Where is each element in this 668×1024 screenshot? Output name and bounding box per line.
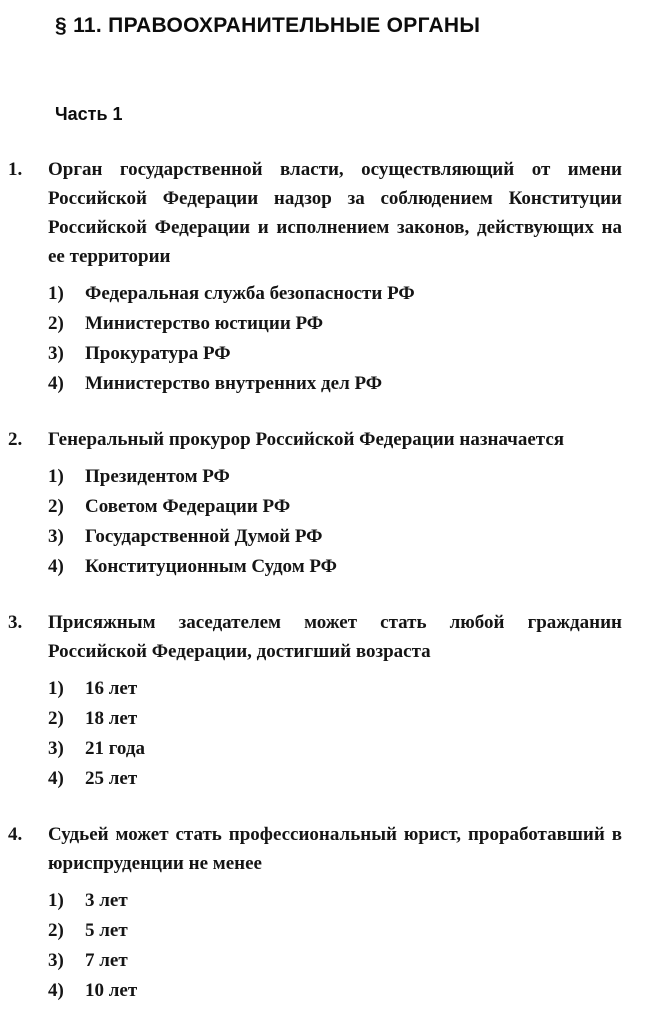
option-list (48, 674, 622, 794)
answer-option (48, 309, 622, 339)
option-text: Федеральная служба безопасности РФ (85, 283, 415, 304)
option-number: 1) (48, 678, 64, 699)
option-number: 4) (48, 373, 64, 394)
option-text: Министерство внутренних дел РФ (85, 373, 383, 394)
option-number: 3) (48, 738, 64, 759)
option-number: 2) (48, 496, 64, 517)
option-text: 25 лет (85, 768, 138, 789)
answer-option (48, 674, 622, 704)
question-block (8, 155, 622, 399)
option-number: 3) (48, 526, 64, 547)
question-text: Судьей может стать профессиональный юрист, проработавший в юриспруденции не менее (48, 824, 622, 874)
question-row (8, 425, 622, 454)
option-list (48, 462, 622, 582)
option-text: Министерство юстиции РФ (85, 313, 324, 334)
option-text: 7 лет (85, 950, 128, 971)
option-list (48, 279, 622, 399)
question-list (8, 155, 622, 1006)
question-text: Орган государственной власти, осуществляющий от имени Российской Федерации надзор за соблюдением Конституции Российской Федерации и исполнением законов, действующих на ее территории (48, 159, 622, 267)
option-text: 3 лет (85, 890, 128, 911)
option-text: Президентом РФ (85, 466, 230, 487)
option-number: 4) (48, 768, 64, 789)
answer-option (48, 704, 622, 734)
question-text: Присяжным заседателем может стать любой гражданин Российской Федерации, достигший возраста (48, 612, 622, 662)
option-text: 21 года (85, 738, 145, 759)
option-text: 10 лет (85, 980, 138, 1001)
question-text: Генеральный прокурор Российской Федерации назначается (48, 429, 565, 450)
option-text: Конституционным Судом РФ (85, 556, 337, 577)
answer-option (48, 552, 622, 582)
option-text: Прокуратура РФ (85, 343, 231, 364)
answer-option (48, 764, 622, 794)
option-number: 2) (48, 920, 64, 941)
option-number: 1) (48, 890, 64, 911)
answer-option (48, 339, 622, 369)
answer-option (48, 522, 622, 552)
page-title: § 11. ПРАВООХРАНИТЕЛЬНЫЕ ОРГАНЫ (55, 14, 481, 37)
option-number: 4) (48, 980, 64, 1001)
answer-option (48, 492, 622, 522)
option-number: 3) (48, 343, 64, 364)
question-number: 2. (8, 429, 23, 450)
option-text: Советом Федерации РФ (85, 496, 291, 517)
answer-option (48, 946, 622, 976)
option-text: 18 лет (85, 708, 138, 729)
question-row (8, 608, 622, 666)
answer-option (48, 734, 622, 764)
option-text: 16 лет (85, 678, 138, 699)
answer-option (48, 369, 622, 399)
option-number: 2) (48, 708, 64, 729)
option-number: 1) (48, 283, 64, 304)
question-block (8, 608, 622, 794)
answer-option (48, 279, 622, 309)
answer-option (48, 916, 622, 946)
option-number: 4) (48, 556, 64, 577)
option-list (48, 886, 622, 1006)
question-block (8, 820, 622, 1006)
section-heading: Часть 1 (55, 104, 123, 124)
answer-option (48, 886, 622, 916)
option-number: 3) (48, 950, 64, 971)
option-number: 1) (48, 466, 64, 487)
option-number: 2) (48, 313, 64, 334)
question-block (8, 425, 622, 582)
answer-option (48, 976, 622, 1006)
answer-option (48, 462, 622, 492)
option-text: 5 лет (85, 920, 128, 941)
question-number: 4. (8, 824, 23, 845)
question-number: 1. (8, 159, 23, 180)
question-row (8, 820, 622, 878)
question-row (8, 155, 622, 271)
question-number: 3. (8, 612, 23, 633)
option-text: Государственной Думой РФ (85, 526, 323, 547)
